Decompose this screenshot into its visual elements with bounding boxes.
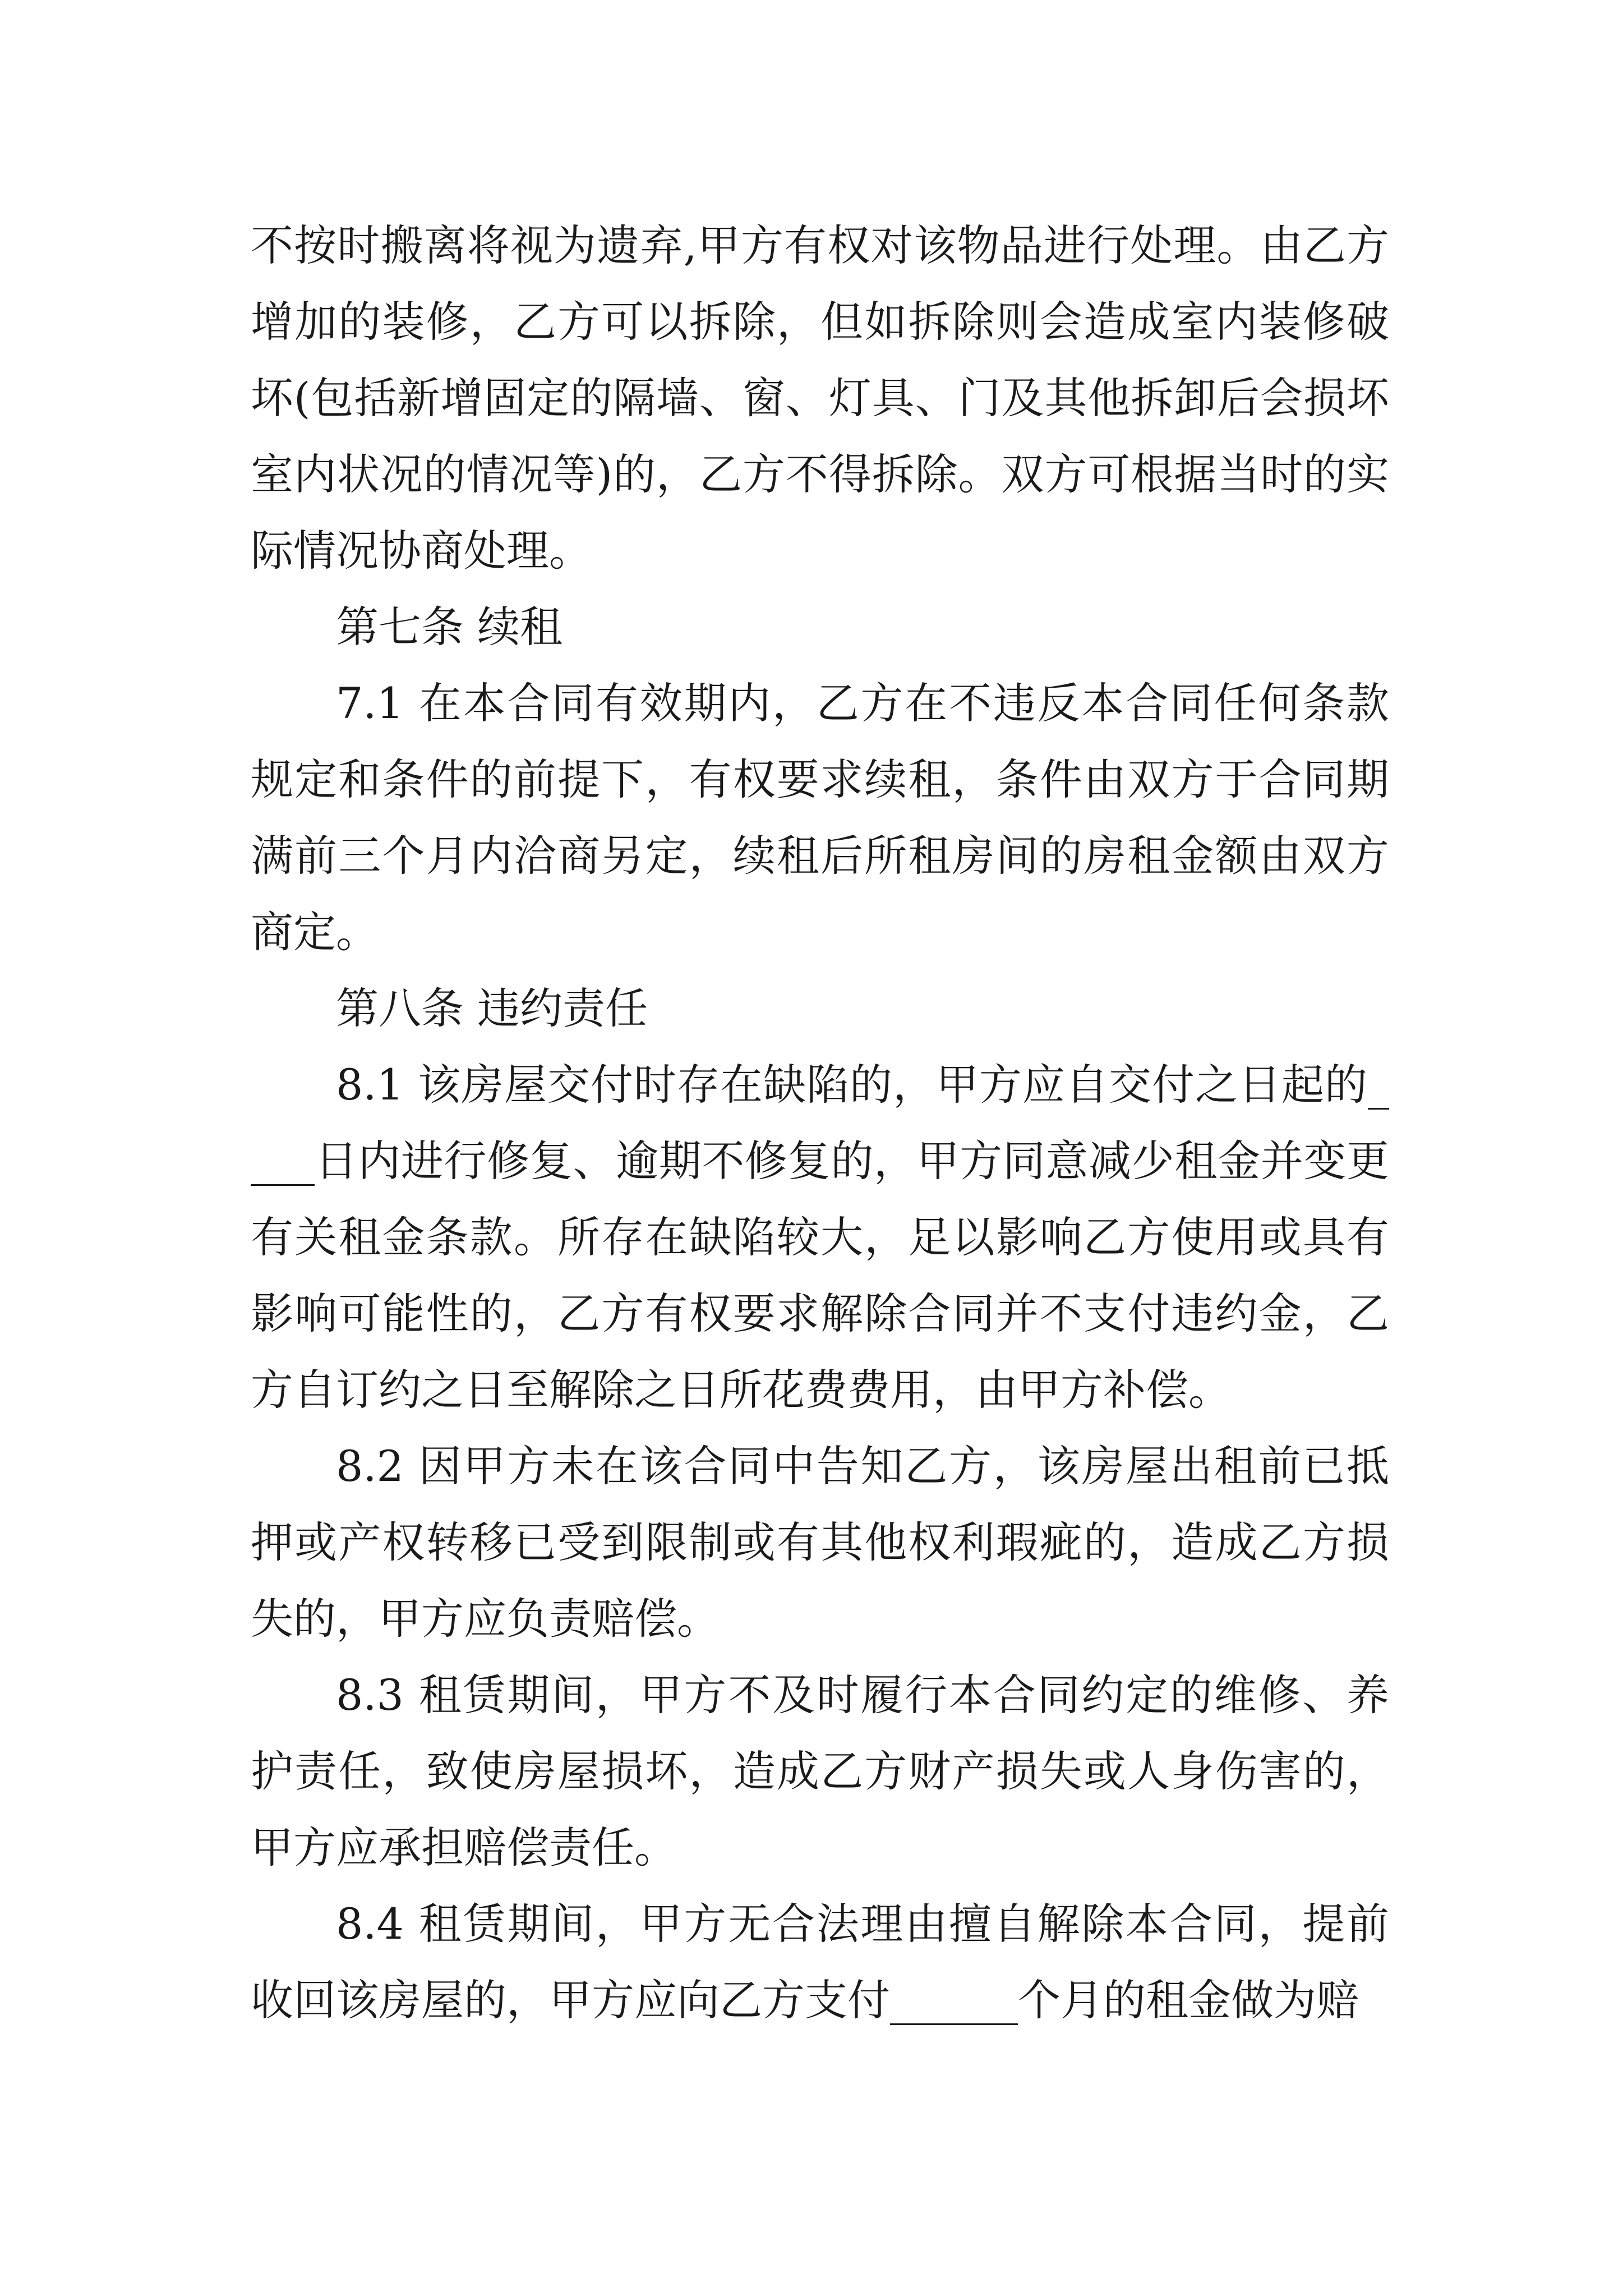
clause-7-1: 7.1 在本合同有效期内，乙方在不违反本合同任何条款规定和条件的前提下，有权要求续租，条件由双方于合同期满前三个月内洽商另定，续租后所租房间的房租金额由双方商定。 — [251, 678, 1389, 957]
article-8-heading: 第八条 违约责任 — [336, 983, 648, 1033]
paragraph-continuation: 不按时搬离将视为遗弃,甲方有权对该物品进行处理。由乙方增加的装修，乙方可以拆除，但如拆除则会造成室内装修破坏(包括新增固定的隔墙、窗、灯具、门及其他拆卸后会损坏室内状况的情况等)的，乙方不得拆除。双方可根据当时的实际情况协商处理。 — [251, 220, 1389, 576]
article-7-heading: 第七条 续租 — [336, 602, 563, 652]
clause-8-1: 8.1 该房屋交付时存在缺陷的，甲方应自交付之日起的____日内进行修复、逾期不修复的，甲方同意减少租金并变更有关租金条款。所存在缺陷较大，足以影响乙方使用或具有影响可能性的，乙方有权要求解除合同并不支付违约金，乙方自订约之日至解除之日所花费费用，由甲方补偿。 — [251, 1060, 1389, 1415]
document-body — [251, 208, 1389, 2039]
clause-8-4: 8.4 租赁期间，甲方无合法理由擅自解除本合同，提前收回该房屋的，甲方应向乙方支付______个月的租金做为赔 — [251, 1899, 1389, 2025]
clause-8-2: 8.2 因甲方未在该合同中告知乙方，该房屋出租前已抵押或产权转移已受到限制或有其他权利瑕疵的，造成乙方损失的，甲方应负责赔偿。 — [251, 1441, 1389, 1644]
clause-8-3: 8.3 租赁期间，甲方不及时履行本合同约定的维修、养护责任，致使房屋损坏，造成乙方财产损失或人身伤害的，甲方应承担赔偿责任。 — [251, 1670, 1389, 1872]
